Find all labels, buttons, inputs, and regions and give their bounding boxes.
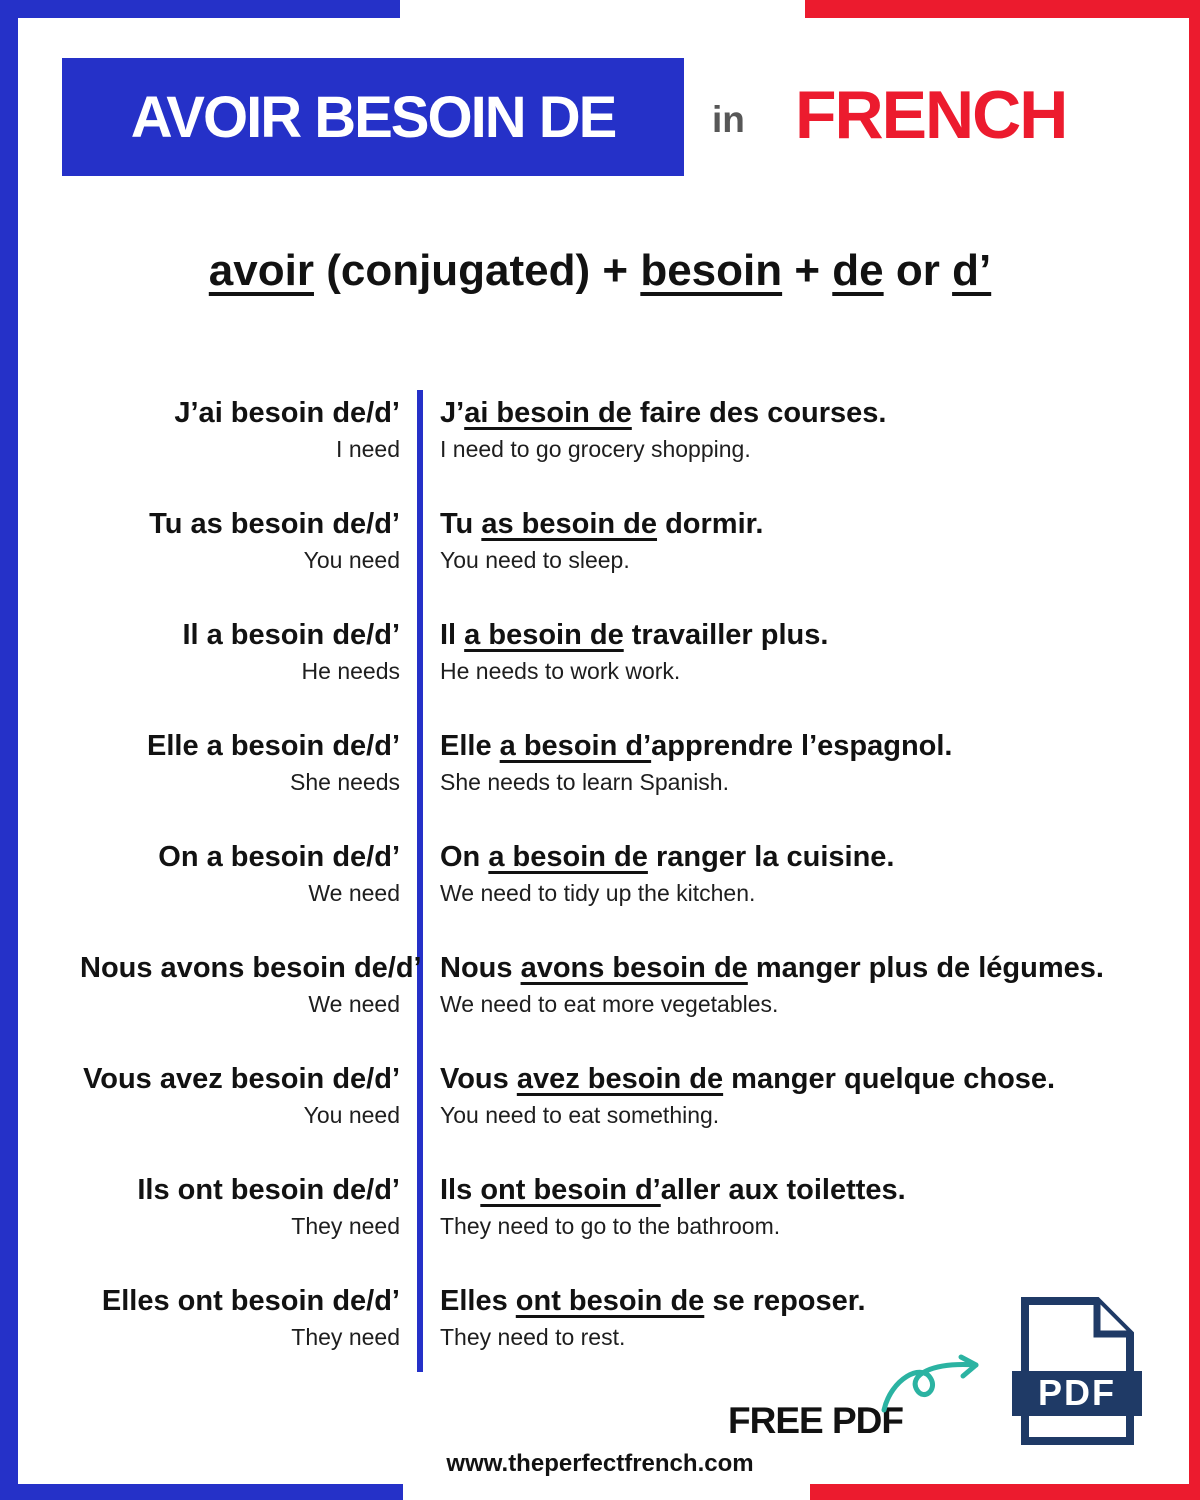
example-cell (440, 729, 952, 796)
conjugation-row (80, 507, 1150, 618)
text-segment: dormir. (657, 508, 764, 540)
text-segment: manger plus de légumes. (747, 952, 1104, 984)
pronoun-translation: We need (308, 879, 400, 906)
pronoun-cell (80, 1173, 400, 1240)
underlined-segment: a besoin de (464, 619, 624, 651)
text-segment: aller aux toilettes. (660, 1174, 906, 1206)
pronoun-form: On a besoin de/d’ (158, 841, 400, 873)
underlined-segment: ont besoin d’ (480, 1174, 661, 1206)
text-segment: + (782, 246, 833, 295)
example-translation: You need to eat something. (440, 1101, 720, 1128)
title-box (62, 58, 684, 176)
pronoun-form: Tu as besoin de/d’ (149, 508, 400, 540)
underlined-segment: a besoin de (488, 841, 648, 873)
example-translation: I need to go grocery shopping. (440, 435, 751, 462)
underlined-segment: avez besoin de (516, 1063, 724, 1095)
text-segment: Elles (440, 1285, 516, 1317)
page-title: AVOIR BESOIN DE (130, 84, 616, 150)
conjugation-row (80, 1173, 1150, 1284)
example-cell (440, 507, 763, 574)
text-segment: J’ (440, 397, 465, 429)
underlined-segment: ai besoin de (464, 397, 632, 429)
text-segment: manger quelque chose. (723, 1063, 1056, 1095)
pronoun-form: Il a besoin de/d’ (182, 619, 400, 651)
text-segment: Elle (440, 730, 500, 762)
pronoun-form: J’ai besoin de/d’ (174, 397, 400, 429)
pronoun-cell (80, 1062, 400, 1129)
example-translation: They need to rest. (440, 1323, 626, 1350)
curly-arrow-icon (878, 1352, 1008, 1420)
pdf-icon-label: PDF (1038, 1372, 1116, 1413)
pronoun-translation: She needs (290, 768, 400, 795)
example-cell (440, 1284, 866, 1351)
example-sentence (440, 1173, 906, 1208)
text-segment: or (883, 246, 953, 295)
pronoun-translation: I need (336, 435, 400, 462)
frame-bottom-left-blue-bar (0, 1484, 403, 1500)
example-translation: We need to tidy up the kitchen. (440, 879, 756, 906)
conjugation-row (80, 840, 1150, 951)
underlined-segment: d’ (952, 246, 992, 295)
example-translation: They need to go to the bathroom. (440, 1212, 781, 1239)
pronoun-translation: They need (291, 1323, 400, 1350)
underlined-segment: avons besoin de (520, 952, 748, 984)
pronoun-cell (80, 729, 400, 796)
example-cell (440, 1062, 1055, 1129)
pronoun-form: Elle a besoin de/d’ (146, 730, 400, 762)
pronoun-cell (80, 1284, 400, 1351)
pronoun-translation: They need (291, 1212, 400, 1239)
example-translation: She needs to learn Spanish. (440, 768, 729, 795)
underlined-segment: a besoin d’ (499, 730, 652, 762)
text-segment: se reposer. (704, 1285, 866, 1317)
title-connector: in (712, 99, 745, 140)
pdf-file-icon[interactable] (1003, 1293, 1151, 1451)
text-segment: Nous (440, 952, 521, 984)
conjugation-row (80, 951, 1150, 1062)
text-segment: faire des courses. (631, 397, 887, 429)
text-segment: Tu (440, 508, 482, 540)
example-sentence (440, 396, 886, 431)
pronoun-form: Elles ont besoin de/d’ (101, 1285, 400, 1317)
frame-bottom-right-red-bar (810, 1484, 1200, 1500)
underlined-segment: ont besoin de (515, 1285, 705, 1317)
example-cell (440, 1173, 906, 1240)
conjugation-row (80, 729, 1150, 840)
text-segment: apprendre l’espagnol. (651, 730, 953, 762)
pronoun-cell (80, 840, 400, 907)
example-sentence (440, 1284, 866, 1319)
text-segment: travailler plus. (623, 619, 829, 651)
title-language: FRENCH (795, 77, 1067, 153)
example-sentence (440, 951, 1104, 986)
frame-top-right-red-bar (805, 0, 1200, 18)
example-cell (440, 618, 828, 685)
text-segment: On (440, 841, 489, 873)
pronoun-cell (80, 507, 400, 574)
text-segment: (conjugated) + (313, 246, 641, 295)
formula-line (0, 246, 1200, 296)
conjugation-table (80, 396, 1150, 1395)
example-sentence (440, 618, 828, 653)
pronoun-cell (80, 396, 400, 463)
free-pdf-label[interactable]: FREE PDF (728, 1400, 903, 1441)
example-cell (440, 840, 895, 907)
pronoun-translation: You need (303, 1101, 400, 1128)
conjugation-row (80, 396, 1150, 507)
example-sentence (440, 729, 952, 764)
example-cell (440, 396, 886, 463)
text-segment: Vous (440, 1063, 517, 1095)
frame-right-red-bar (1189, 0, 1200, 1500)
frame-left-blue-bar (0, 0, 18, 1500)
underlined-segment: de (832, 246, 884, 295)
text-segment: Ils (440, 1174, 481, 1206)
example-sentence (440, 507, 763, 542)
pronoun-form: Ils ont besoin de/d’ (137, 1174, 400, 1206)
example-cell (440, 951, 1104, 1018)
pronoun-form: Nous avons besoin de/d’ (80, 952, 422, 984)
text-segment: Il (440, 619, 465, 651)
example-sentence (440, 1062, 1055, 1097)
pronoun-translation: We need (308, 990, 400, 1017)
underlined-segment: avoir (208, 246, 314, 295)
pronoun-translation: He needs (301, 657, 400, 684)
website-url[interactable]: www.theperfectfrench.com (446, 1450, 754, 1477)
frame-top-left-blue-bar (0, 0, 400, 18)
pronoun-cell (80, 951, 422, 1018)
example-sentence (440, 840, 895, 875)
example-translation: We need to eat more vegetables. (440, 990, 779, 1017)
example-translation: He needs to work work. (440, 657, 681, 684)
conjugation-row (80, 1062, 1150, 1173)
pronoun-translation: You need (303, 546, 400, 573)
conjugation-row (80, 618, 1150, 729)
text-segment: ranger la cuisine. (647, 841, 895, 873)
example-translation: You need to sleep. (440, 546, 630, 573)
underlined-segment: as besoin de (481, 508, 658, 540)
underlined-segment: besoin (640, 246, 783, 295)
pronoun-form: Vous avez besoin de/d’ (83, 1063, 400, 1095)
pronoun-cell (80, 618, 400, 685)
